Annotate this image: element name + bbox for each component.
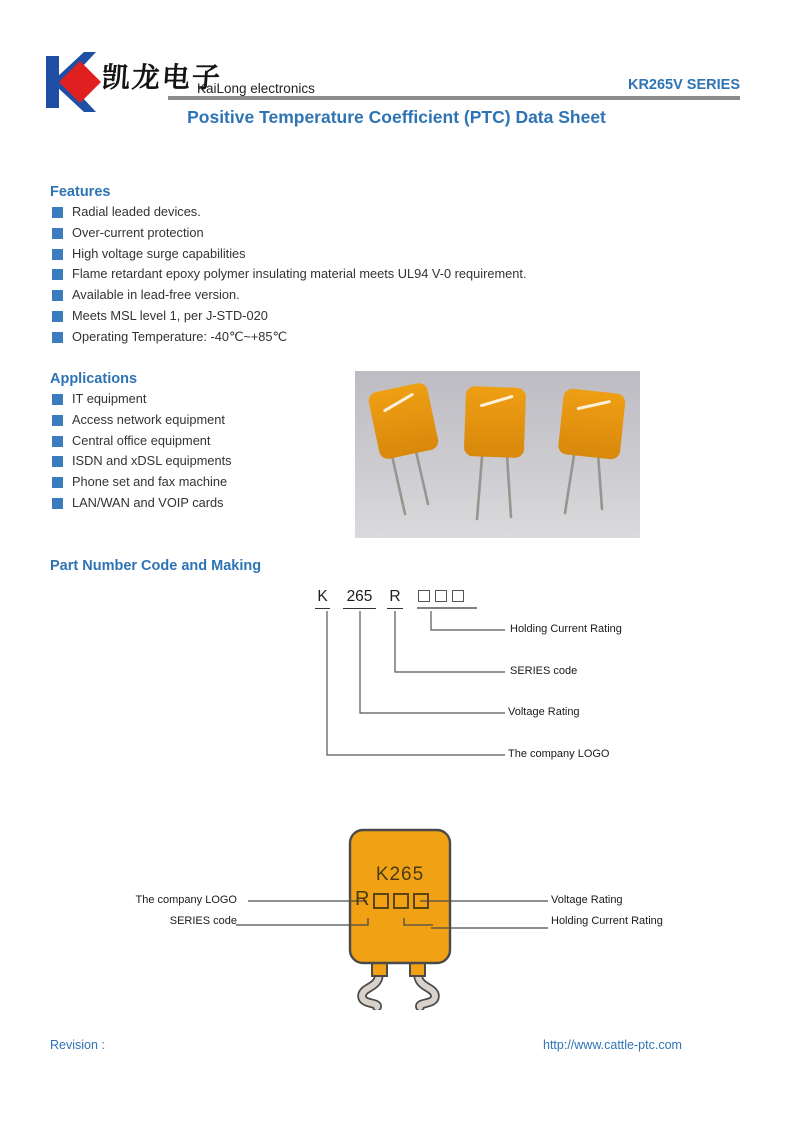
device-marking-line1: K265 <box>375 864 425 885</box>
bullet-icon <box>52 456 63 467</box>
device-body-1 <box>367 381 440 460</box>
list-item <box>50 474 232 495</box>
device-body-2 <box>464 386 526 458</box>
bullet-icon <box>52 249 63 260</box>
header-divider <box>168 96 740 100</box>
bullet-icon <box>52 415 63 426</box>
product-photo <box>355 371 640 538</box>
diagram-leads <box>362 974 435 1007</box>
feature-text: Available in lead-free version. <box>72 287 240 303</box>
feature-text: Radial leaded devices. <box>72 204 201 219</box>
bullet-icon <box>52 311 63 322</box>
series-label: KR265V SERIES <box>627 77 740 93</box>
applications-heading: Applications <box>50 371 138 387</box>
list-item <box>50 391 232 412</box>
diagram-label-voltage-rating: Voltage Rating <box>551 894 623 906</box>
application-text: Access network equipment <box>72 411 225 427</box>
feature-text: Operating Temperature: -40℃~+85℃ <box>72 328 287 344</box>
list-item <box>50 453 232 474</box>
feature-text: Over-current protection <box>72 224 204 240</box>
bullet-icon <box>52 394 63 405</box>
feature-text: Meets MSL level 1, per J-STD-020 <box>72 307 268 323</box>
bullet-icon <box>52 477 63 488</box>
marking-box-icon <box>413 893 429 909</box>
list-item <box>50 287 527 308</box>
code-logo-char: K <box>315 588 330 609</box>
list-item <box>50 308 527 329</box>
part-code-leader-lines <box>300 583 740 773</box>
line-series-code <box>236 918 368 925</box>
bullet-icon <box>52 269 63 280</box>
bullet-icon <box>52 436 63 447</box>
part-number-heading: Part Number Code and Making <box>50 558 262 574</box>
logo-chinese-text: 凯龙电子 <box>100 61 224 94</box>
bullet-icon <box>52 332 63 343</box>
ptc-devices-image <box>355 371 640 538</box>
code-voltage-chars: 265 <box>343 588 376 609</box>
diagram-label-holding-rating: Holding Current Rating <box>551 915 663 927</box>
list-item <box>50 225 527 246</box>
application-text: LAN/WAN and VOIP cards <box>72 494 224 510</box>
application-text: Phone set and fax machine <box>72 474 228 490</box>
application-text: Central office equipment <box>72 432 211 448</box>
revision-label: Revision : <box>50 1038 105 1052</box>
leader-line-holding <box>431 611 505 630</box>
bullet-icon <box>52 498 63 509</box>
label-company-logo: The company LOGO <box>508 748 610 760</box>
device-leads <box>391 447 602 519</box>
leader-line-series <box>395 611 505 672</box>
bullet-icon <box>52 207 63 218</box>
bullet-icon <box>52 228 63 239</box>
list-item <box>50 433 232 454</box>
feature-text: High voltage surge capabilities <box>72 245 246 261</box>
diagram-label-series-code: SERIES code <box>169 915 237 927</box>
application-text: ISDN and xDSL equipments <box>72 453 232 469</box>
label-voltage-rating: Voltage Rating <box>508 706 580 718</box>
list-item <box>50 412 232 433</box>
device-marking-series: R <box>355 888 370 910</box>
list-item <box>50 246 527 267</box>
label-series-code: SERIES code <box>510 665 578 677</box>
device-marking-line2 <box>355 888 429 911</box>
logo-diamond <box>59 61 101 103</box>
list-item <box>50 329 527 350</box>
website-link[interactable]: http://www.cattle-ptc.com <box>543 1038 682 1052</box>
list-item <box>50 204 527 225</box>
list-item <box>50 266 527 287</box>
marking-box-icon <box>373 893 389 909</box>
application-text: IT equipment <box>72 391 147 406</box>
label-holding-current: Holding Current Rating <box>510 623 622 635</box>
page-title: Positive Temperature Coefficient (PTC) Data Sheet <box>187 107 606 127</box>
features-list <box>50 204 527 350</box>
leader-line-logo <box>327 611 505 755</box>
marking-box-icon <box>393 893 409 909</box>
list-item <box>50 495 232 516</box>
device-body-3 <box>558 388 627 460</box>
kailong-logo <box>40 50 104 114</box>
code-series-char: R <box>387 588 403 609</box>
applications-list <box>50 391 232 516</box>
leader-line-voltage <box>360 611 505 713</box>
bullet-icon <box>52 290 63 301</box>
features-heading: Features <box>50 184 111 200</box>
company-name: KaiLong electronics <box>197 81 315 96</box>
diagram-label-company-logo: The company LOGO <box>135 894 237 906</box>
feature-text: Flame retardant epoxy polymer insulating material meets UL94 V-0 requirement. <box>72 266 527 282</box>
